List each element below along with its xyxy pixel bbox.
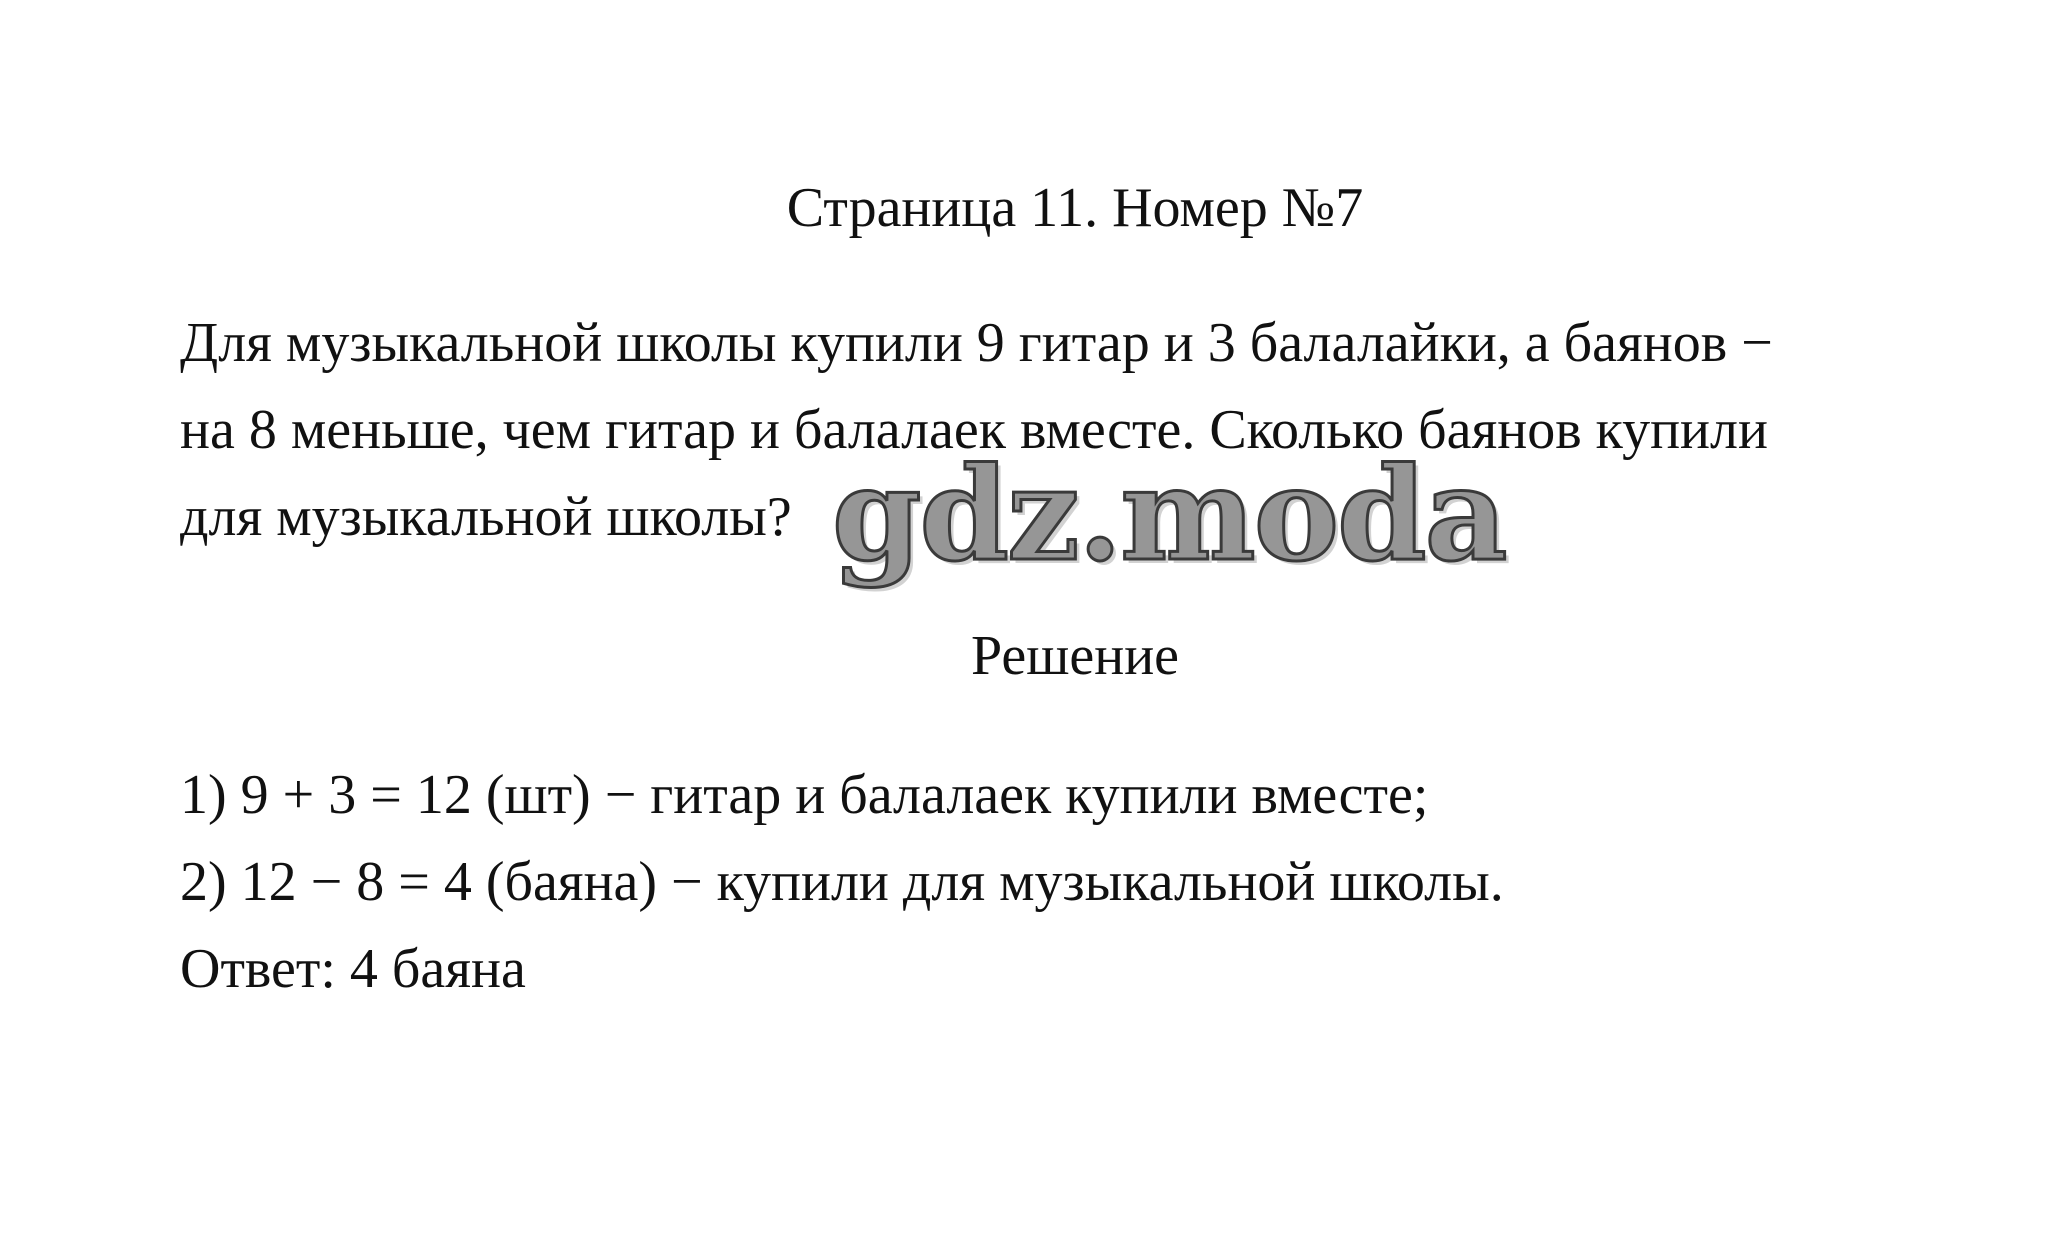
problem-line: на 8 меньше, чем гитар и балалаек вместе. Сколько баянов купили — [180, 399, 1768, 461]
solution-step: 1) 9 + 3 = 12 (шт) − гитар и балалаек купили вместе; — [180, 764, 1429, 826]
solution-heading: Решение — [970, 625, 1180, 687]
watermark-logo: gdz.moda — [832, 440, 1506, 590]
answer-line: Ответ: 4 баяна — [180, 938, 526, 1000]
solution-step: 2) 12 − 8 = 4 (баяна) − купили для музыкальной школы. — [180, 851, 1504, 913]
solution-body — [180, 752, 1504, 1013]
problem-line: для музыкальной школы? — [180, 486, 792, 548]
page-title: Страница 11. Номер №7 — [786, 177, 1364, 239]
problem-line: Для музыкальной школы купили 9 гитар и 3 балалайки, а баянов − — [180, 312, 1773, 374]
